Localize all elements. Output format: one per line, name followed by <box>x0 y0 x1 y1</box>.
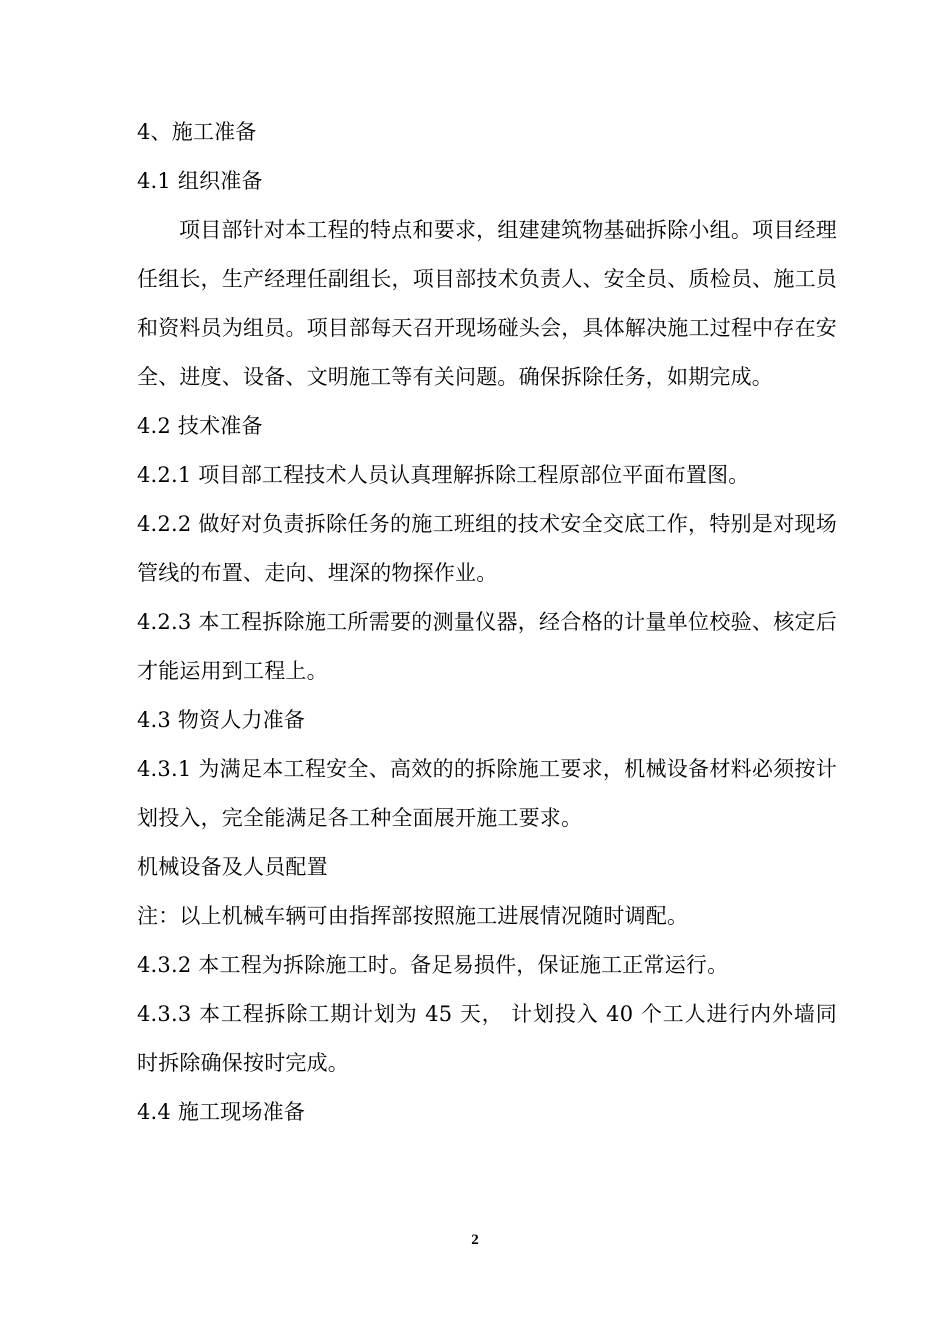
equipment-staffing-caption: 机械设备及人员配置 <box>137 855 328 879</box>
paragraph-4-2-2: 4.2.2 做好对负责拆除任务的施工班组的技术安全交底工作，特别是对现场管线的布置、走向、埋深的物探作业。 <box>137 512 837 585</box>
paragraph-4-3-1: 4.3.1 为满足本工程安全、高效的的拆除施工要求，机械设备材料必须按计划投入，完全能满足各工种全面展开施工要求。 <box>137 757 837 830</box>
paragraph-4-3-3: 4.3.3 本工程拆除工期计划为 45 天， 计划投入 40 个工人进行内外墙同时拆除确保按时完成。 <box>137 1002 837 1075</box>
subsection-heading-4-3: 4.3 物资人力准备 <box>137 708 306 732</box>
paragraph-4-2-1: 4.2.1 项目部工程技术人员认真理解拆除工程原部位平面布置图。 <box>137 463 750 487</box>
paragraph-4-3-2: 4.3.2 本工程为拆除施工时。备足易损件，保证施工正常运行。 <box>137 953 729 977</box>
paragraph-4-2-3: 4.2.3 本工程拆除施工所需要的测量仪器，经合格的计量单位校验、核定后才能运用到工程上。 <box>137 610 837 683</box>
note-paragraph: 注：以上机械车辆可由指挥部按照施工进展情况随时调配。 <box>137 904 689 928</box>
subsection-heading-4-2: 4.2 技术准备 <box>137 414 263 438</box>
subsection-heading-4-4: 4.4 施工现场准备 <box>137 1100 306 1124</box>
document-body <box>137 108 837 1137</box>
subsection-heading-4-1: 4.1 组织准备 <box>137 169 263 193</box>
paragraph-organization: 项目部针对本工程的特点和要求，组建建筑物基础拆除小组。项目经理任组长，生产经理任副组长，项目部技术负责人、安全员、质检员、施工员和资料员为组员。项目部每天召开现场碰头会，具体解决施工过程中存在安全、进度、设备、文明施工等有关问题。确保拆除任务，如期完成。 <box>137 218 837 389</box>
section-heading-4: 4、施工准备 <box>137 120 257 144</box>
page-number: 2 <box>471 1232 479 1248</box>
